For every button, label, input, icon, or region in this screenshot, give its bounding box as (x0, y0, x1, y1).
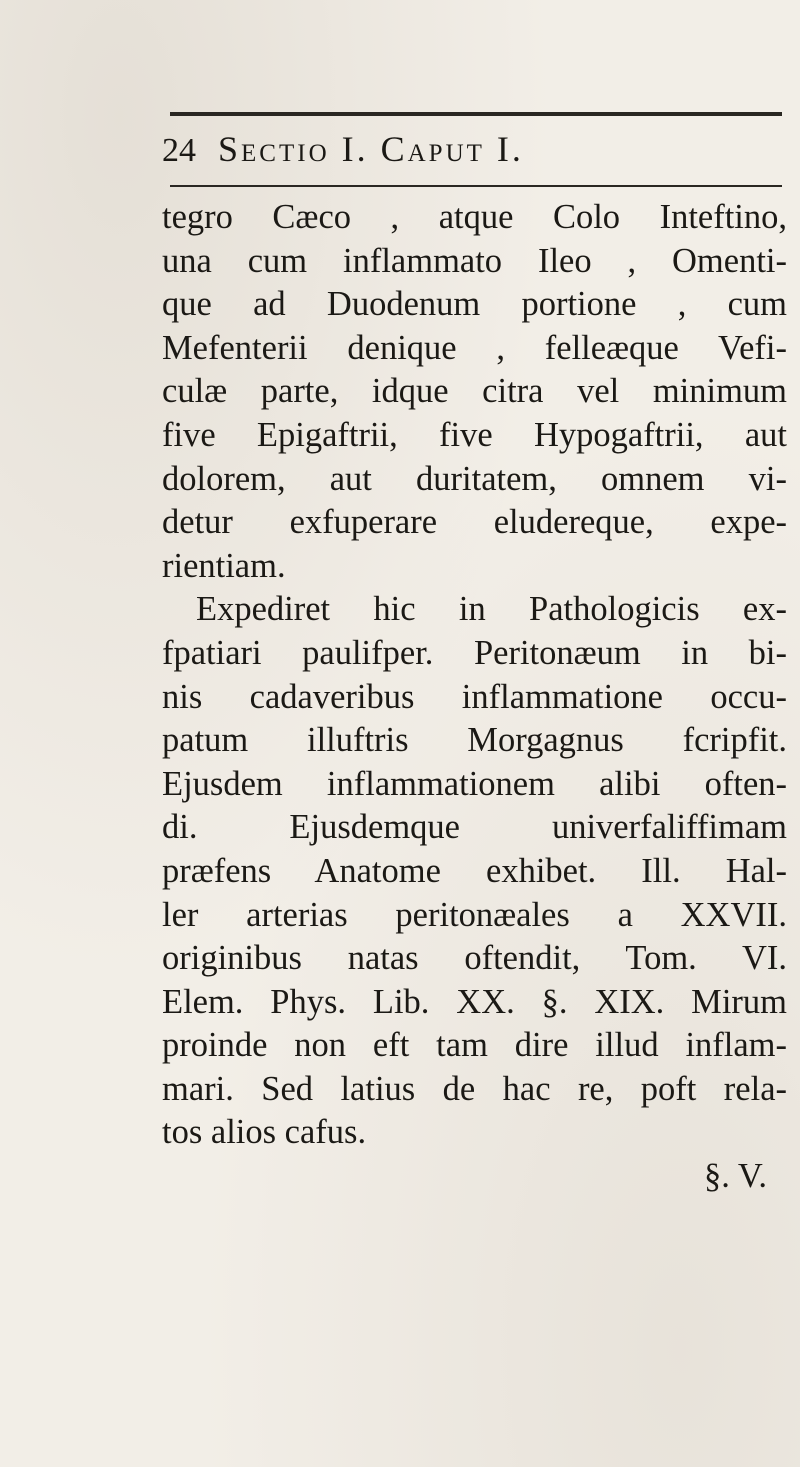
text-line: five Epigaftrii, five Hypogaftrii, aut (162, 415, 787, 454)
text-line: mari. Sed latius de hac re, poft rela- (162, 1069, 787, 1108)
page-header (162, 128, 782, 178)
running-head: Sectio I. Caput I. (218, 129, 524, 169)
text-line: di. Ejusdemque univerfaliffimam (162, 808, 787, 847)
body-text (162, 196, 787, 1199)
text-line: dolorem, aut duritatem, omnem vi- (162, 459, 787, 498)
header-rule (170, 185, 782, 187)
text-line: proinde non eft tam dire illud inflam- (162, 1026, 787, 1065)
text-line: Elem. Phys. Lib. XX. §. XIX. Mirum (162, 982, 787, 1021)
text-line: tegro Cæco , atque Colo Inteftino, (162, 198, 787, 236)
text-line: fpatiari paulifper. Peritonæum in bi- (162, 633, 787, 672)
text-line: una cum inflammato Ileo , Omenti- (162, 241, 787, 280)
text-line: ler arterias peritonæales a XXVII. (162, 895, 787, 934)
text-line: præfens Anatome exhibet. Ill. Hal- (162, 851, 787, 890)
text-line: culæ parte, idque citra vel minimum (162, 372, 787, 411)
text-line: detur exfuperare eludereque, expe- (162, 503, 787, 542)
text-line: Ejusdem inflammationem alibi often- (162, 764, 787, 803)
top-rule (170, 112, 782, 116)
text-line: Mefenterii denique , felleæque Vefi- (162, 328, 787, 367)
text-line: rientiam. (162, 546, 286, 585)
text-line: originibus natas oftendit, Tom. VI. (162, 939, 787, 978)
text-line: nis cadaveribus inflammatione occu- (162, 677, 787, 716)
catchword: §. V. (704, 1157, 767, 1196)
page-number: 24 (162, 132, 196, 169)
text-line: patum illuftris Morgagnus fcripfit. (162, 721, 787, 760)
text-line: que ad Duodenum portione , cum (162, 285, 787, 324)
text-line: Expediret hic in Pathologicis ex- (196, 590, 787, 629)
text-line: tos alios cafus. (162, 1113, 367, 1152)
